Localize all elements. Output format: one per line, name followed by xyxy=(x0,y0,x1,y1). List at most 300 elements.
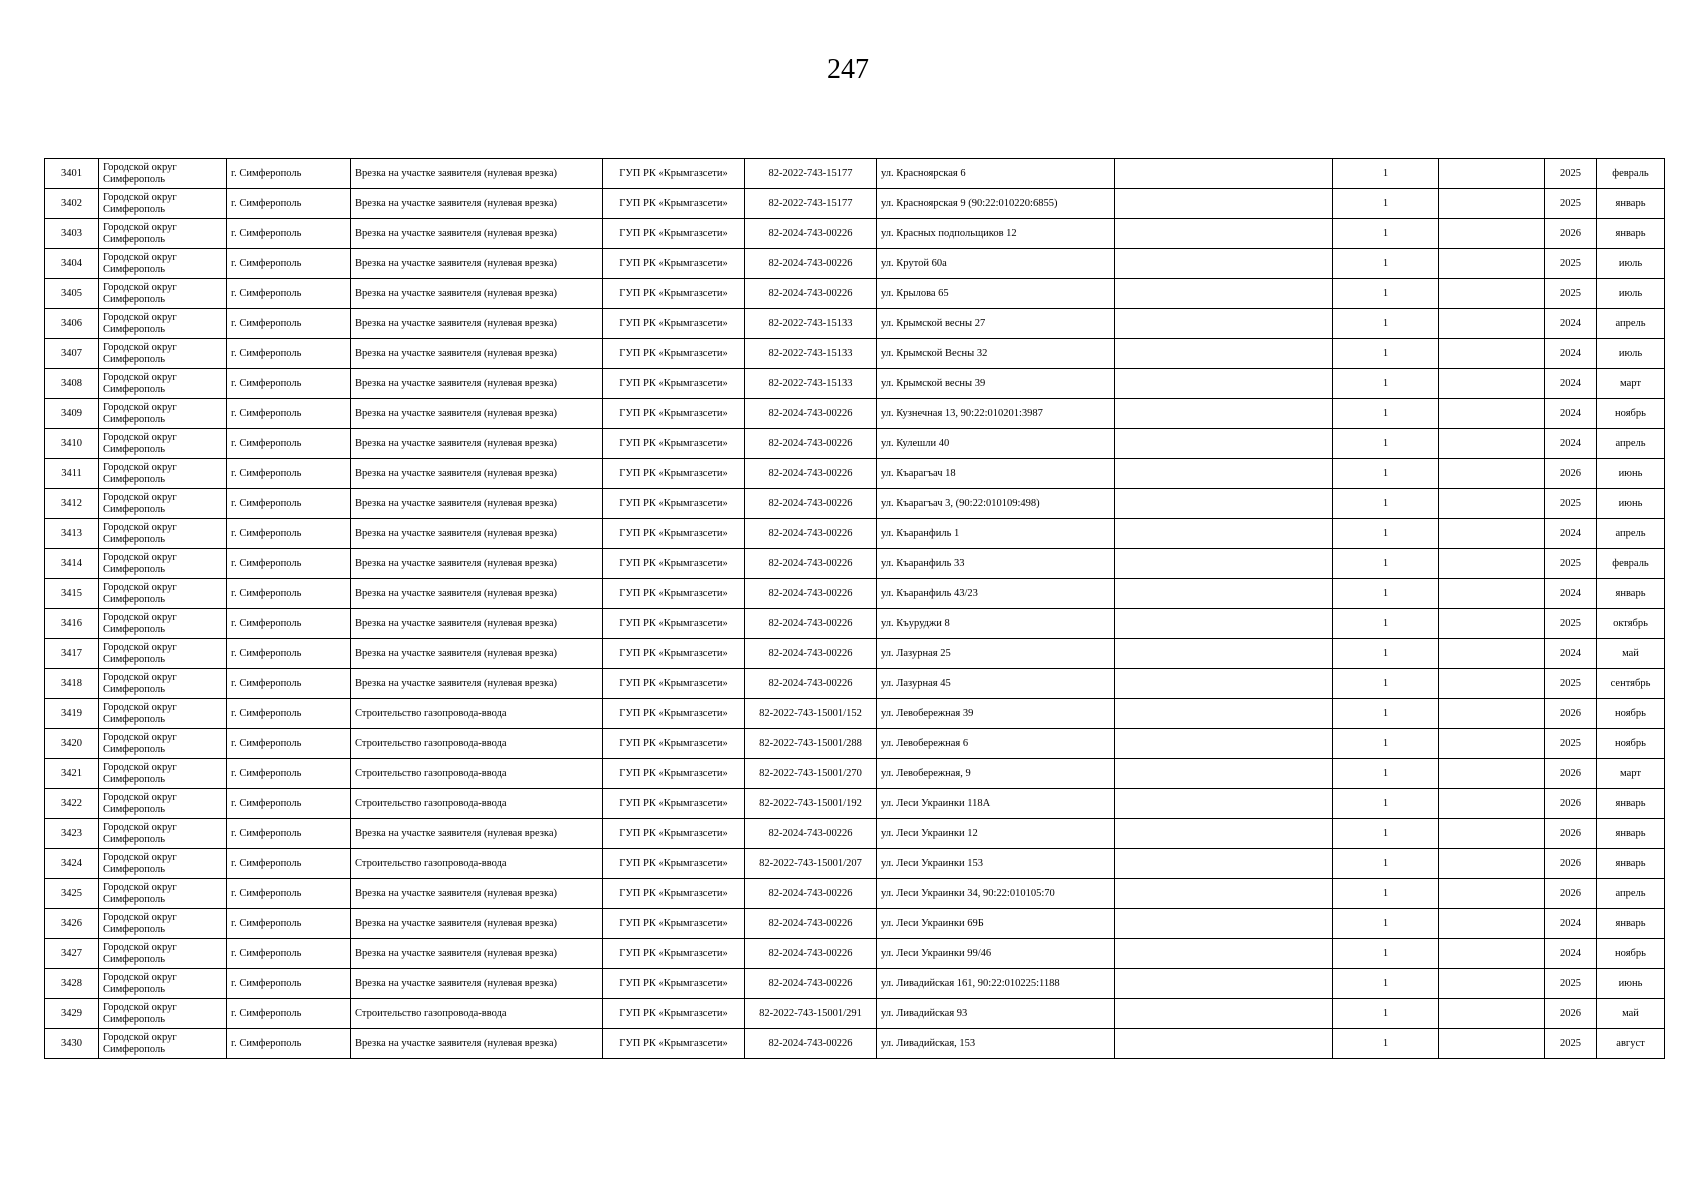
empty-cell xyxy=(1115,309,1333,339)
year-cell: 2024 xyxy=(1545,939,1597,969)
count-cell: 1 xyxy=(1333,849,1439,879)
district-cell: Городской округ Симферополь xyxy=(99,369,227,399)
count-cell: 1 xyxy=(1333,639,1439,669)
table-row xyxy=(45,339,1665,369)
month-cell: январь xyxy=(1597,789,1665,819)
settlement-cell: г. Симферополь xyxy=(227,279,351,309)
organization-cell: ГУП РК «Крымгазсети» xyxy=(603,219,745,249)
empty-cell xyxy=(1439,999,1545,1029)
settlement-cell: г. Симферополь xyxy=(227,159,351,189)
row-number-cell: 3401 xyxy=(45,159,99,189)
table-row xyxy=(45,909,1665,939)
organization-cell: ГУП РК «Крымгазсети» xyxy=(603,909,745,939)
organization-cell: ГУП РК «Крымгазсети» xyxy=(603,519,745,549)
count-cell: 1 xyxy=(1333,759,1439,789)
address-cell: ул. Леси Украинки 153 xyxy=(877,849,1115,879)
year-cell: 2025 xyxy=(1545,549,1597,579)
address-cell: ул. Ливадийская 161, 90:22:010225:1188 xyxy=(877,969,1115,999)
work-type-cell: Врезка на участке заявителя (нулевая врезка) xyxy=(351,219,603,249)
row-number-cell: 3429 xyxy=(45,999,99,1029)
district-cell: Городской округ Симферополь xyxy=(99,519,227,549)
empty-cell xyxy=(1439,819,1545,849)
organization-cell: ГУП РК «Крымгазсети» xyxy=(603,459,745,489)
year-cell: 2026 xyxy=(1545,849,1597,879)
organization-cell: ГУП РК «Крымгазсети» xyxy=(603,939,745,969)
count-cell: 1 xyxy=(1333,969,1439,999)
row-number-cell: 3418 xyxy=(45,669,99,699)
row-number-cell: 3410 xyxy=(45,429,99,459)
count-cell: 1 xyxy=(1333,159,1439,189)
empty-cell xyxy=(1115,909,1333,939)
year-cell: 2025 xyxy=(1545,729,1597,759)
empty-cell xyxy=(1115,459,1333,489)
month-cell: январь xyxy=(1597,189,1665,219)
table-row xyxy=(45,309,1665,339)
month-cell: ноябрь xyxy=(1597,939,1665,969)
row-number-cell: 3424 xyxy=(45,849,99,879)
year-cell: 2026 xyxy=(1545,219,1597,249)
address-cell: ул. Лазурная 45 xyxy=(877,669,1115,699)
month-cell: февраль xyxy=(1597,159,1665,189)
row-number-cell: 3408 xyxy=(45,369,99,399)
project-code-cell: 82-2022-743-15133 xyxy=(745,309,877,339)
empty-cell xyxy=(1115,399,1333,429)
count-cell: 1 xyxy=(1333,549,1439,579)
settlement-cell: г. Симферополь xyxy=(227,759,351,789)
row-number-cell: 3416 xyxy=(45,609,99,639)
month-cell: ноябрь xyxy=(1597,729,1665,759)
row-number-cell: 3428 xyxy=(45,969,99,999)
project-code-cell: 82-2024-743-00226 xyxy=(745,249,877,279)
work-type-cell: Врезка на участке заявителя (нулевая врезка) xyxy=(351,159,603,189)
district-cell: Городской округ Симферополь xyxy=(99,399,227,429)
project-code-cell: 82-2024-743-00226 xyxy=(745,279,877,309)
month-cell: июнь xyxy=(1597,969,1665,999)
project-code-cell: 82-2024-743-00226 xyxy=(745,609,877,639)
district-cell: Городской округ Симферополь xyxy=(99,639,227,669)
project-code-cell: 82-2022-743-15133 xyxy=(745,339,877,369)
registry-table xyxy=(44,158,1665,1059)
table-row xyxy=(45,759,1665,789)
row-number-cell: 3419 xyxy=(45,699,99,729)
organization-cell: ГУП РК «Крымгазсети» xyxy=(603,489,745,519)
organization-cell: ГУП РК «Крымгазсети» xyxy=(603,369,745,399)
empty-cell xyxy=(1439,909,1545,939)
row-number-cell: 3414 xyxy=(45,549,99,579)
empty-cell xyxy=(1115,759,1333,789)
month-cell: июль xyxy=(1597,279,1665,309)
row-number-cell: 3425 xyxy=(45,879,99,909)
table-row xyxy=(45,999,1665,1029)
organization-cell: ГУП РК «Крымгазсети» xyxy=(603,609,745,639)
year-cell: 2024 xyxy=(1545,909,1597,939)
empty-cell xyxy=(1115,939,1333,969)
row-number-cell: 3427 xyxy=(45,939,99,969)
empty-cell xyxy=(1115,249,1333,279)
work-type-cell: Врезка на участке заявителя (нулевая врезка) xyxy=(351,579,603,609)
empty-cell xyxy=(1115,849,1333,879)
page-number: 247 xyxy=(827,54,869,85)
settlement-cell: г. Симферополь xyxy=(227,999,351,1029)
work-type-cell: Врезка на участке заявителя (нулевая врезка) xyxy=(351,459,603,489)
settlement-cell: г. Симферополь xyxy=(227,519,351,549)
organization-cell: ГУП РК «Крымгазсети» xyxy=(603,759,745,789)
table-row xyxy=(45,699,1665,729)
row-number-cell: 3406 xyxy=(45,309,99,339)
table-row xyxy=(45,849,1665,879)
empty-cell xyxy=(1115,969,1333,999)
empty-cell xyxy=(1115,549,1333,579)
work-type-cell: Врезка на участке заявителя (нулевая врезка) xyxy=(351,669,603,699)
organization-cell: ГУП РК «Крымгазсети» xyxy=(603,159,745,189)
year-cell: 2026 xyxy=(1545,759,1597,789)
settlement-cell: г. Симферополь xyxy=(227,189,351,219)
month-cell: январь xyxy=(1597,219,1665,249)
address-cell: ул. Крутой 60а xyxy=(877,249,1115,279)
work-type-cell: Врезка на участке заявителя (нулевая врезка) xyxy=(351,309,603,339)
empty-cell xyxy=(1439,789,1545,819)
table-body xyxy=(45,159,1665,1059)
empty-cell xyxy=(1439,399,1545,429)
work-type-cell: Строительство газопровода-ввода xyxy=(351,759,603,789)
district-cell: Городской округ Симферополь xyxy=(99,999,227,1029)
year-cell: 2024 xyxy=(1545,339,1597,369)
table-row xyxy=(45,429,1665,459)
work-type-cell: Врезка на участке заявителя (нулевая врезка) xyxy=(351,189,603,219)
month-cell: июнь xyxy=(1597,489,1665,519)
organization-cell: ГУП РК «Крымгазсети» xyxy=(603,729,745,759)
district-cell: Городской округ Симферополь xyxy=(99,729,227,759)
work-type-cell: Врезка на участке заявителя (нулевая врезка) xyxy=(351,429,603,459)
year-cell: 2026 xyxy=(1545,819,1597,849)
empty-cell xyxy=(1115,879,1333,909)
address-cell: ул. Къуруджи 8 xyxy=(877,609,1115,639)
empty-cell xyxy=(1439,369,1545,399)
count-cell: 1 xyxy=(1333,429,1439,459)
year-cell: 2025 xyxy=(1545,189,1597,219)
district-cell: Городской округ Симферополь xyxy=(99,609,227,639)
empty-cell xyxy=(1439,279,1545,309)
district-cell: Городской округ Симферополь xyxy=(99,279,227,309)
row-number-cell: 3417 xyxy=(45,639,99,669)
empty-cell xyxy=(1439,879,1545,909)
year-cell: 2024 xyxy=(1545,429,1597,459)
month-cell: октябрь xyxy=(1597,609,1665,639)
month-cell: апрель xyxy=(1597,429,1665,459)
address-cell: ул. Леси Украинки 118А xyxy=(877,789,1115,819)
year-cell: 2025 xyxy=(1545,249,1597,279)
settlement-cell: г. Симферополь xyxy=(227,549,351,579)
month-cell: март xyxy=(1597,759,1665,789)
organization-cell: ГУП РК «Крымгазсети» xyxy=(603,309,745,339)
district-cell: Городской округ Симферополь xyxy=(99,459,227,489)
district-cell: Городской округ Симферополь xyxy=(99,849,227,879)
month-cell: апрель xyxy=(1597,519,1665,549)
row-number-cell: 3415 xyxy=(45,579,99,609)
address-cell: ул. Къаранфиль 33 xyxy=(877,549,1115,579)
year-cell: 2025 xyxy=(1545,669,1597,699)
year-cell: 2026 xyxy=(1545,699,1597,729)
settlement-cell: г. Симферополь xyxy=(227,489,351,519)
count-cell: 1 xyxy=(1333,819,1439,849)
work-type-cell: Врезка на участке заявителя (нулевая врезка) xyxy=(351,549,603,579)
organization-cell: ГУП РК «Крымгазсети» xyxy=(603,999,745,1029)
empty-cell xyxy=(1115,159,1333,189)
address-cell: ул. Красных подпольщиков 12 xyxy=(877,219,1115,249)
project-code-cell: 82-2024-743-00226 xyxy=(745,969,877,999)
count-cell: 1 xyxy=(1333,219,1439,249)
address-cell: ул. Левобережная, 9 xyxy=(877,759,1115,789)
work-type-cell: Строительство газопровода-ввода xyxy=(351,789,603,819)
work-type-cell: Врезка на участке заявителя (нулевая врезка) xyxy=(351,489,603,519)
address-cell: ул. Ливадийская 93 xyxy=(877,999,1115,1029)
district-cell: Городской округ Симферополь xyxy=(99,189,227,219)
row-number-cell: 3430 xyxy=(45,1029,99,1059)
count-cell: 1 xyxy=(1333,249,1439,279)
table-row xyxy=(45,669,1665,699)
table-row xyxy=(45,579,1665,609)
project-code-cell: 82-2022-743-15133 xyxy=(745,369,877,399)
count-cell: 1 xyxy=(1333,729,1439,759)
project-code-cell: 82-2024-743-00226 xyxy=(745,819,877,849)
table-row xyxy=(45,399,1665,429)
month-cell: январь xyxy=(1597,579,1665,609)
table-row xyxy=(45,519,1665,549)
district-cell: Городской округ Симферополь xyxy=(99,939,227,969)
project-code-cell: 82-2024-743-00226 xyxy=(745,879,877,909)
empty-cell xyxy=(1115,219,1333,249)
month-cell: апрель xyxy=(1597,309,1665,339)
address-cell: ул. Крылова 65 xyxy=(877,279,1115,309)
year-cell: 2026 xyxy=(1545,999,1597,1029)
organization-cell: ГУП РК «Крымгазсети» xyxy=(603,789,745,819)
year-cell: 2026 xyxy=(1545,789,1597,819)
empty-cell xyxy=(1115,639,1333,669)
count-cell: 1 xyxy=(1333,579,1439,609)
empty-cell xyxy=(1439,339,1545,369)
district-cell: Городской округ Симферополь xyxy=(99,339,227,369)
count-cell: 1 xyxy=(1333,609,1439,639)
count-cell: 1 xyxy=(1333,369,1439,399)
address-cell: ул. Кулешли 40 xyxy=(877,429,1115,459)
work-type-cell: Строительство газопровода-ввода xyxy=(351,849,603,879)
month-cell: февраль xyxy=(1597,549,1665,579)
address-cell: ул. Левобережная 39 xyxy=(877,699,1115,729)
empty-cell xyxy=(1439,429,1545,459)
year-cell: 2024 xyxy=(1545,579,1597,609)
row-number-cell: 3413 xyxy=(45,519,99,549)
settlement-cell: г. Симферополь xyxy=(227,459,351,489)
settlement-cell: г. Симферополь xyxy=(227,309,351,339)
year-cell: 2025 xyxy=(1545,1029,1597,1059)
organization-cell: ГУП РК «Крымгазсети» xyxy=(603,969,745,999)
row-number-cell: 3402 xyxy=(45,189,99,219)
work-type-cell: Врезка на участке заявителя (нулевая врезка) xyxy=(351,249,603,279)
table-row xyxy=(45,249,1665,279)
table-row xyxy=(45,789,1665,819)
address-cell: ул. Леси Украинки 34, 90:22:010105:70 xyxy=(877,879,1115,909)
settlement-cell: г. Симферополь xyxy=(227,429,351,459)
empty-cell xyxy=(1439,1029,1545,1059)
work-type-cell: Врезка на участке заявителя (нулевая врезка) xyxy=(351,399,603,429)
empty-cell xyxy=(1439,249,1545,279)
empty-cell xyxy=(1115,1029,1333,1059)
month-cell: март xyxy=(1597,369,1665,399)
empty-cell xyxy=(1439,309,1545,339)
empty-cell xyxy=(1115,609,1333,639)
address-cell: ул. Къаранфиль 1 xyxy=(877,519,1115,549)
district-cell: Городской округ Симферополь xyxy=(99,249,227,279)
row-number-cell: 3404 xyxy=(45,249,99,279)
work-type-cell: Врезка на участке заявителя (нулевая врезка) xyxy=(351,339,603,369)
settlement-cell: г. Симферополь xyxy=(227,729,351,759)
month-cell: июль xyxy=(1597,339,1665,369)
settlement-cell: г. Симферополь xyxy=(227,249,351,279)
empty-cell xyxy=(1115,669,1333,699)
table-row xyxy=(45,969,1665,999)
row-number-cell: 3422 xyxy=(45,789,99,819)
row-number-cell: 3420 xyxy=(45,729,99,759)
settlement-cell: г. Симферополь xyxy=(227,609,351,639)
project-code-cell: 82-2024-743-00226 xyxy=(745,489,877,519)
address-cell: ул. Красноярская 6 xyxy=(877,159,1115,189)
count-cell: 1 xyxy=(1333,699,1439,729)
year-cell: 2026 xyxy=(1545,879,1597,909)
settlement-cell: г. Симферополь xyxy=(227,819,351,849)
settlement-cell: г. Симферополь xyxy=(227,639,351,669)
settlement-cell: г. Симферополь xyxy=(227,369,351,399)
organization-cell: ГУП РК «Крымгазсети» xyxy=(603,429,745,459)
district-cell: Городской округ Симферополь xyxy=(99,789,227,819)
empty-cell xyxy=(1439,519,1545,549)
year-cell: 2024 xyxy=(1545,399,1597,429)
address-cell: ул. Крымской весны 39 xyxy=(877,369,1115,399)
address-cell: ул. Ливадийская, 153 xyxy=(877,1029,1115,1059)
count-cell: 1 xyxy=(1333,879,1439,909)
work-type-cell: Врезка на участке заявителя (нулевая врезка) xyxy=(351,279,603,309)
empty-cell xyxy=(1115,519,1333,549)
organization-cell: ГУП РК «Крымгазсети» xyxy=(603,849,745,879)
empty-cell xyxy=(1115,279,1333,309)
work-type-cell: Врезка на участке заявителя (нулевая врезка) xyxy=(351,369,603,399)
district-cell: Городской округ Симферополь xyxy=(99,219,227,249)
count-cell: 1 xyxy=(1333,309,1439,339)
table-row xyxy=(45,459,1665,489)
project-code-cell: 82-2022-743-15001/270 xyxy=(745,759,877,789)
empty-cell xyxy=(1439,699,1545,729)
empty-cell xyxy=(1439,219,1545,249)
empty-cell xyxy=(1115,789,1333,819)
address-cell: ул. Кузнечная 13, 90:22:010201:3987 xyxy=(877,399,1115,429)
empty-cell xyxy=(1439,189,1545,219)
district-cell: Городской округ Симферополь xyxy=(99,429,227,459)
address-cell: ул. Левобережная 6 xyxy=(877,729,1115,759)
organization-cell: ГУП РК «Крымгазсети» xyxy=(603,339,745,369)
organization-cell: ГУП РК «Крымгазсети» xyxy=(603,249,745,279)
row-number-cell: 3409 xyxy=(45,399,99,429)
settlement-cell: г. Симферополь xyxy=(227,579,351,609)
project-code-cell: 82-2022-743-15001/291 xyxy=(745,999,877,1029)
empty-cell xyxy=(1115,189,1333,219)
project-code-cell: 82-2024-743-00226 xyxy=(745,579,877,609)
work-type-cell: Врезка на участке заявителя (нулевая врезка) xyxy=(351,519,603,549)
count-cell: 1 xyxy=(1333,339,1439,369)
empty-cell xyxy=(1439,489,1545,519)
project-code-cell: 82-2024-743-00226 xyxy=(745,639,877,669)
year-cell: 2025 xyxy=(1545,159,1597,189)
organization-cell: ГУП РК «Крымгазсети» xyxy=(603,579,745,609)
settlement-cell: г. Симферополь xyxy=(227,219,351,249)
work-type-cell: Врезка на участке заявителя (нулевая врезка) xyxy=(351,639,603,669)
month-cell: январь xyxy=(1597,819,1665,849)
work-type-cell: Строительство газопровода-ввода xyxy=(351,699,603,729)
table-row xyxy=(45,369,1665,399)
address-cell: ул. Крымской Весны 32 xyxy=(877,339,1115,369)
empty-cell xyxy=(1115,999,1333,1029)
table-row xyxy=(45,279,1665,309)
empty-cell xyxy=(1439,549,1545,579)
month-cell: январь xyxy=(1597,909,1665,939)
project-code-cell: 82-2022-743-15001/207 xyxy=(745,849,877,879)
settlement-cell: г. Симферополь xyxy=(227,399,351,429)
count-cell: 1 xyxy=(1333,189,1439,219)
year-cell: 2025 xyxy=(1545,969,1597,999)
empty-cell xyxy=(1115,429,1333,459)
table-row xyxy=(45,639,1665,669)
settlement-cell: г. Симферополь xyxy=(227,1029,351,1059)
district-cell: Городской округ Симферополь xyxy=(99,1029,227,1059)
project-code-cell: 82-2024-743-00226 xyxy=(745,939,877,969)
settlement-cell: г. Симферополь xyxy=(227,909,351,939)
empty-cell xyxy=(1439,849,1545,879)
empty-cell xyxy=(1115,729,1333,759)
table-row xyxy=(45,609,1665,639)
empty-cell xyxy=(1439,669,1545,699)
district-cell: Городской округ Симферополь xyxy=(99,969,227,999)
row-number-cell: 3412 xyxy=(45,489,99,519)
table-row xyxy=(45,819,1665,849)
project-code-cell: 82-2022-743-15001/192 xyxy=(745,789,877,819)
empty-cell xyxy=(1115,819,1333,849)
organization-cell: ГУП РК «Крымгазсети» xyxy=(603,699,745,729)
table-row xyxy=(45,189,1665,219)
row-number-cell: 3426 xyxy=(45,909,99,939)
month-cell: апрель xyxy=(1597,879,1665,909)
count-cell: 1 xyxy=(1333,669,1439,699)
table-row xyxy=(45,489,1665,519)
district-cell: Городской округ Симферополь xyxy=(99,159,227,189)
year-cell: 2025 xyxy=(1545,279,1597,309)
count-cell: 1 xyxy=(1333,489,1439,519)
project-code-cell: 82-2024-743-00226 xyxy=(745,399,877,429)
settlement-cell: г. Симферополь xyxy=(227,969,351,999)
project-code-cell: 82-2022-743-15177 xyxy=(745,189,877,219)
address-cell: ул. Къарагъач 18 xyxy=(877,459,1115,489)
work-type-cell: Врезка на участке заявителя (нулевая врезка) xyxy=(351,969,603,999)
table-row xyxy=(45,1029,1665,1059)
month-cell: июль xyxy=(1597,249,1665,279)
district-cell: Городской округ Симферополь xyxy=(99,669,227,699)
table-row xyxy=(45,159,1665,189)
project-code-cell: 82-2024-743-00226 xyxy=(745,909,877,939)
project-code-cell: 82-2022-743-15001/152 xyxy=(745,699,877,729)
organization-cell: ГУП РК «Крымгазсети» xyxy=(603,639,745,669)
table-row xyxy=(45,729,1665,759)
empty-cell xyxy=(1439,969,1545,999)
row-number-cell: 3421 xyxy=(45,759,99,789)
row-number-cell: 3423 xyxy=(45,819,99,849)
organization-cell: ГУП РК «Крымгазсети» xyxy=(603,669,745,699)
